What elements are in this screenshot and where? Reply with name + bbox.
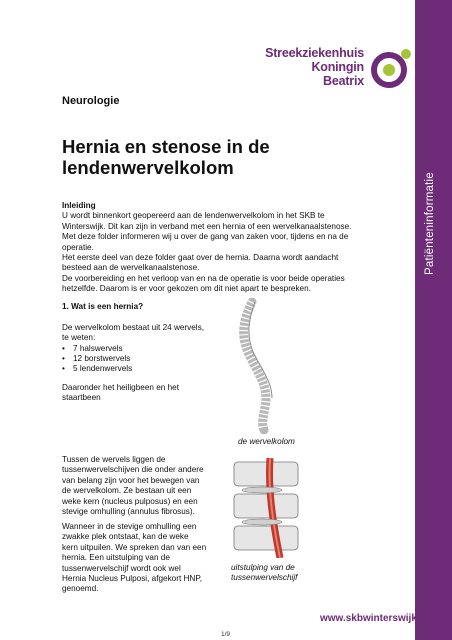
- after-block: [62, 383, 222, 404]
- discs-block: [62, 455, 227, 517]
- discs-line: weke kern (nucleus pulposus) en een: [62, 496, 198, 506]
- list-item: • 7 halswervels: [62, 344, 232, 354]
- bulge-caption: [231, 563, 311, 584]
- hernia-line: genoemd.: [62, 584, 99, 594]
- bulge-caption-line: uitstulping van de: [231, 563, 295, 572]
- vertebra-list: [62, 344, 232, 375]
- disc-illustration: [228, 458, 314, 558]
- hernia-line: zwakke plek ontstaat, kan de weke: [62, 532, 189, 542]
- intro-line: Het eerste deel van deze folder gaat over de hernia. Daarna wordt aandacht: [62, 253, 339, 263]
- brand-sidebar: [415, 0, 452, 640]
- hernia-line: Hernia Nucleus Pulposi, afgekort HNP,: [62, 574, 203, 584]
- spine-caption: de wervelkolom: [238, 437, 295, 446]
- discs-line: stevige omhulling (annulus fibrosus).: [62, 507, 195, 517]
- hernia-line: kern uitpuilen. We spreken dan van een: [62, 542, 207, 552]
- page-number: 1/9: [221, 631, 231, 638]
- page-title: Hernia en stenose in de lendenwervelkolom: [62, 136, 270, 178]
- discs-line: van belang zijn voor het bewegen van: [62, 475, 200, 485]
- website-link[interactable]: www.skbwinterswijk.nl: [320, 613, 429, 624]
- hernia-line: tussenwervelschijf wordt ook wel: [62, 563, 181, 573]
- intro-line: De voorbereiding en het verloop van en na de operatie is voor beide operaties: [62, 273, 345, 283]
- intro-block: [62, 201, 382, 295]
- after-line: staartbeen: [62, 393, 101, 403]
- intro-line: Met deze folder informeren wij u over de gang van zaken voor, tijdens en na de: [62, 232, 349, 242]
- discs-line: de wervelkolom. Ze bestaan uit een: [62, 486, 192, 496]
- intro-line: besteed aan de wervelkanaalstenose.: [62, 263, 200, 273]
- list-item: • 12 borstwervels: [62, 354, 232, 364]
- logo-line-3: Beatrix: [323, 74, 364, 88]
- section1-lead: De wervelkolom bestaat uit 24 wervels,: [62, 322, 204, 332]
- list-item: • 5 lendenwervels: [62, 364, 232, 374]
- intro-line: Winterswijk. Dit kan zijn in verband met een hernia of een wervelkanaalstenose.: [62, 221, 352, 231]
- intro-line: hetzelfde. Daarom is er voor gekozen om dit niet apart te bespreken.: [62, 284, 311, 294]
- hernia-line: hernia. Een uitstulping van de: [62, 553, 170, 563]
- spine-illustration: [222, 298, 298, 434]
- sidebar-label-wrap: [420, 155, 448, 285]
- bulge-caption-line: tussenwervelschijf: [231, 573, 298, 583]
- intro-line: operatie.: [62, 242, 94, 252]
- hernia-block: [62, 522, 227, 595]
- sidebar-label: Patiënteninformatie: [424, 172, 436, 275]
- section1-heading: 1. Wat is een hernia?: [62, 302, 144, 311]
- discs-line: tussenwervelschijven die onder andere: [62, 465, 204, 475]
- logo-line-2: Koningin: [311, 60, 364, 74]
- intro-line: U wordt binnenkort geopereerd aan de lendenwervelkolom in het SKB te: [62, 211, 325, 221]
- section-label: Neurologie: [62, 95, 120, 107]
- discs-line: Tussen de wervels liggen de: [62, 455, 166, 464]
- logo-line-1: Streekziekenhuis: [265, 46, 364, 60]
- hernia-line: Wanneer in de stevige omhulling een: [62, 522, 197, 531]
- section1-lead: te weten:: [62, 333, 96, 343]
- hospital-logo: [256, 46, 416, 92]
- intro-heading: Inleiding: [62, 201, 96, 210]
- logo-ring-icon: [368, 46, 414, 92]
- after-line: Daaronder het heiligbeen en het: [62, 383, 179, 392]
- section1-block: [62, 302, 232, 375]
